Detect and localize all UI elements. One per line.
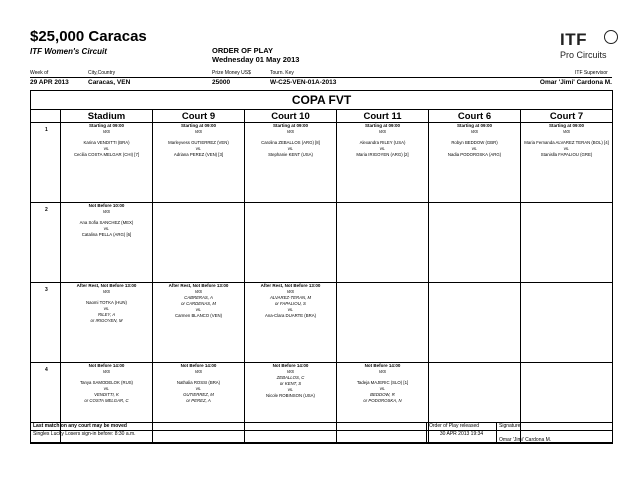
match-cell [429, 283, 521, 363]
court-header: Stadium [61, 110, 153, 123]
player-name: Ana Sofia SANCHEZ (MEX) [79, 220, 134, 225]
player-name: Marleyvess GUTIERREZ (VEN) [168, 140, 229, 145]
row-number: 4 [31, 363, 61, 443]
city-value: Caracas, VEN [88, 79, 131, 86]
match-cell [429, 203, 521, 283]
match-cell [521, 203, 613, 283]
player-name: Nadia PODOROSKA (ARG) [447, 152, 502, 157]
city-label: City,Country [88, 70, 116, 76]
match-cell [337, 203, 429, 283]
player-name: Maria Fernanda ALVAREZ TERAN (BOL) [4] [524, 140, 609, 145]
tourn-key-value: W-C25-VEN-01A-2013 [270, 79, 337, 86]
tennis-ball-icon [604, 30, 618, 44]
released-label: Order of Play released [427, 423, 497, 431]
prize-label: Prize Money US$ [212, 70, 251, 76]
match-cell [153, 203, 245, 283]
tournament-title: $25,000 Caracas [30, 28, 147, 45]
match-cell [245, 203, 337, 283]
match-time: Starting at 09:00 [549, 123, 585, 128]
match-time: Not Before 14:00 [180, 363, 217, 368]
match-time: After Rest, Not Before 13:00 [76, 283, 137, 288]
match-cell [337, 123, 429, 203]
event-code: WS [471, 129, 478, 134]
event-code: WS [287, 129, 294, 134]
itf-logo [560, 30, 624, 66]
event-code: WS [195, 129, 202, 134]
winner-placeholder: ALVAREZ-TERAN, M [269, 295, 312, 300]
winner-placeholder: or FAPALIOU, S [275, 301, 306, 306]
match-time: Not Before 14:00 [272, 363, 309, 368]
match-row [31, 283, 613, 363]
match-time: After Rest, Not Before 13:00 [168, 283, 229, 288]
winner-placeholder: CABRERAS, A [184, 295, 213, 300]
winner-placeholder: VENDITTI, K [94, 392, 119, 397]
versus-label: vs. [379, 386, 386, 391]
match-time: Not Before 14:00 [364, 363, 401, 368]
logo-pro-circuits-text: Pro Circuits [560, 50, 607, 60]
supervisor-label: ITF Supervisor [575, 70, 608, 76]
order-of-play-table [30, 90, 613, 443]
match-cell [521, 283, 613, 363]
circuit-name: ITF Women's Circuit [30, 47, 107, 56]
versus-label: vs. [103, 226, 110, 231]
winner-placeholder: or COSTA MELGAR, C [84, 398, 129, 403]
player-name: Tanya SAMODELOK (RUS) [79, 380, 133, 385]
player-name: Nicole ROBINSON (USA) [266, 393, 315, 398]
match-time: Starting at 09:00 [456, 123, 492, 128]
match-cell [245, 123, 337, 203]
order-of-play-label: ORDER OF PLAY [212, 46, 273, 55]
match-cell [337, 283, 429, 363]
player-name: Stanislla FAPALIOU (GRE) [540, 152, 593, 157]
footer-table [30, 422, 613, 444]
winner-placeholder: RILEY, A [97, 312, 116, 317]
player-name: Naomi TOTKA (HUN) [86, 300, 127, 305]
winner-placeholder: GUTIERREZ, M [183, 392, 214, 397]
tourn-key-label: Tourn. Key [270, 70, 294, 76]
winner-placeholder: BEDDOW, R [370, 392, 395, 397]
player-name: Karina VENDITTI (BRA) [83, 140, 130, 145]
player-name: Alexandra RILEY (USA) [359, 140, 406, 145]
match-time: Not Before 10:00 [88, 203, 125, 208]
court-header: Court 7 [521, 110, 613, 123]
match-cell [429, 123, 521, 203]
tournament-name: COPA FVT [31, 91, 613, 110]
winner-placeholder: ZEBALLOS, C [276, 375, 305, 380]
versus-label: vs. [287, 146, 294, 151]
event-code: WS [103, 209, 110, 214]
versus-label: vs. [379, 146, 386, 151]
winner-placeholder: or PEREZ, A [186, 398, 211, 403]
row-number: 2 [31, 203, 61, 283]
match-row [31, 123, 613, 203]
order-of-play-heading [212, 46, 299, 64]
versus-label: vs. [103, 306, 110, 311]
player-name: Carmen BLANCO (VEN) [174, 313, 223, 318]
versus-label: vs. [195, 307, 202, 312]
event-code: WS [563, 129, 570, 134]
supervisor-value: Omar 'Jimi' Cardona M. [539, 79, 612, 86]
lucky-losers-note: Singles Lucky Losers sign-in before: 8:30 a.m. [31, 431, 427, 444]
versus-label: vs. [103, 146, 110, 151]
versus-label: vs. [287, 307, 294, 312]
play-date: Wednesday 01 May 2013 [212, 55, 300, 64]
match-cell [245, 283, 337, 363]
match-row [31, 203, 613, 283]
player-name: Carolina ZEBALLOS (ARG) [8] [261, 140, 320, 145]
info-divider-top [30, 77, 612, 78]
versus-label: vs. [195, 146, 202, 151]
player-name: Cecilia COSTA MELGAR (CHI) [7] [73, 152, 140, 157]
versus-label: vs. [471, 146, 478, 151]
player-name: Nathalia ROSSI (BRA) [176, 380, 221, 385]
event-code: WS [287, 369, 294, 374]
event-code: WS [103, 129, 110, 134]
match-cell [153, 283, 245, 363]
winner-placeholder: or PODOROSKA, N [363, 398, 402, 403]
prize-value: 25000 [212, 79, 231, 86]
week-value: 29 APR 2013 [30, 79, 69, 86]
logo-itf-text: ITF [560, 30, 587, 49]
event-code: WS [195, 289, 202, 294]
versus-label: vs. [195, 386, 202, 391]
match-cell [61, 203, 153, 283]
versus-label: vs. [103, 386, 110, 391]
match-cell [153, 123, 245, 203]
event-code: WS [379, 369, 386, 374]
event-code: WS [195, 369, 202, 374]
signature-value: Omar 'Jimi' Cardona M. [497, 431, 613, 444]
court-header: Court 11 [337, 110, 429, 123]
match-time: Not Before 14:00 [88, 363, 125, 368]
court-header-blank [31, 110, 61, 123]
event-code: WS [379, 129, 386, 134]
match-time: Starting at 09:00 [180, 123, 216, 128]
winner-placeholder: or KENT, S [279, 381, 302, 386]
player-name: Stephanie KENT (USA) [268, 152, 313, 157]
event-code: WS [103, 289, 110, 294]
versus-label: vs. [563, 146, 570, 151]
player-name: Ana-Clara DUARTE (BRA) [264, 313, 317, 318]
match-cell [61, 283, 153, 363]
player-name: Adriana PEREZ (VEN) [3] [173, 152, 224, 157]
signature-label: Signature [497, 423, 613, 431]
match-time: After Rest, Not Before 13:00 [260, 283, 321, 288]
match-time: Starting at 09:00 [364, 123, 400, 128]
versus-label: vs. [287, 387, 294, 392]
court-header-row [31, 110, 613, 123]
row-number: 3 [31, 283, 61, 363]
player-name: Tadeja MAJERIC (SLO) [1] [356, 380, 409, 385]
match-cell [61, 123, 153, 203]
week-label: Week of [30, 70, 49, 76]
court-header: Court 9 [153, 110, 245, 123]
match-time: Starting at 09:00 [272, 123, 308, 128]
released-value: 30 APR 2013 19:34 [427, 431, 497, 444]
last-match-note: Last match on any court may be moved [31, 423, 427, 431]
event-code: WS [287, 289, 294, 294]
winner-placeholder: or IRIGOYEN, M [90, 318, 123, 323]
player-name: Catalina PELLA (ARG) [6] [81, 232, 132, 237]
player-name: Maria IRIGOYEN (ARG) [2] [356, 152, 409, 157]
match-time: Starting at 09:00 [88, 123, 124, 128]
court-header: Court 10 [245, 110, 337, 123]
event-code: WS [103, 369, 110, 374]
match-cell [521, 123, 613, 203]
row-number: 1 [31, 123, 61, 203]
winner-placeholder: or CARDENAS, M [181, 301, 216, 306]
player-name: Robyn BEDDOW (GBR) [451, 140, 498, 145]
court-header: Court 6 [429, 110, 521, 123]
